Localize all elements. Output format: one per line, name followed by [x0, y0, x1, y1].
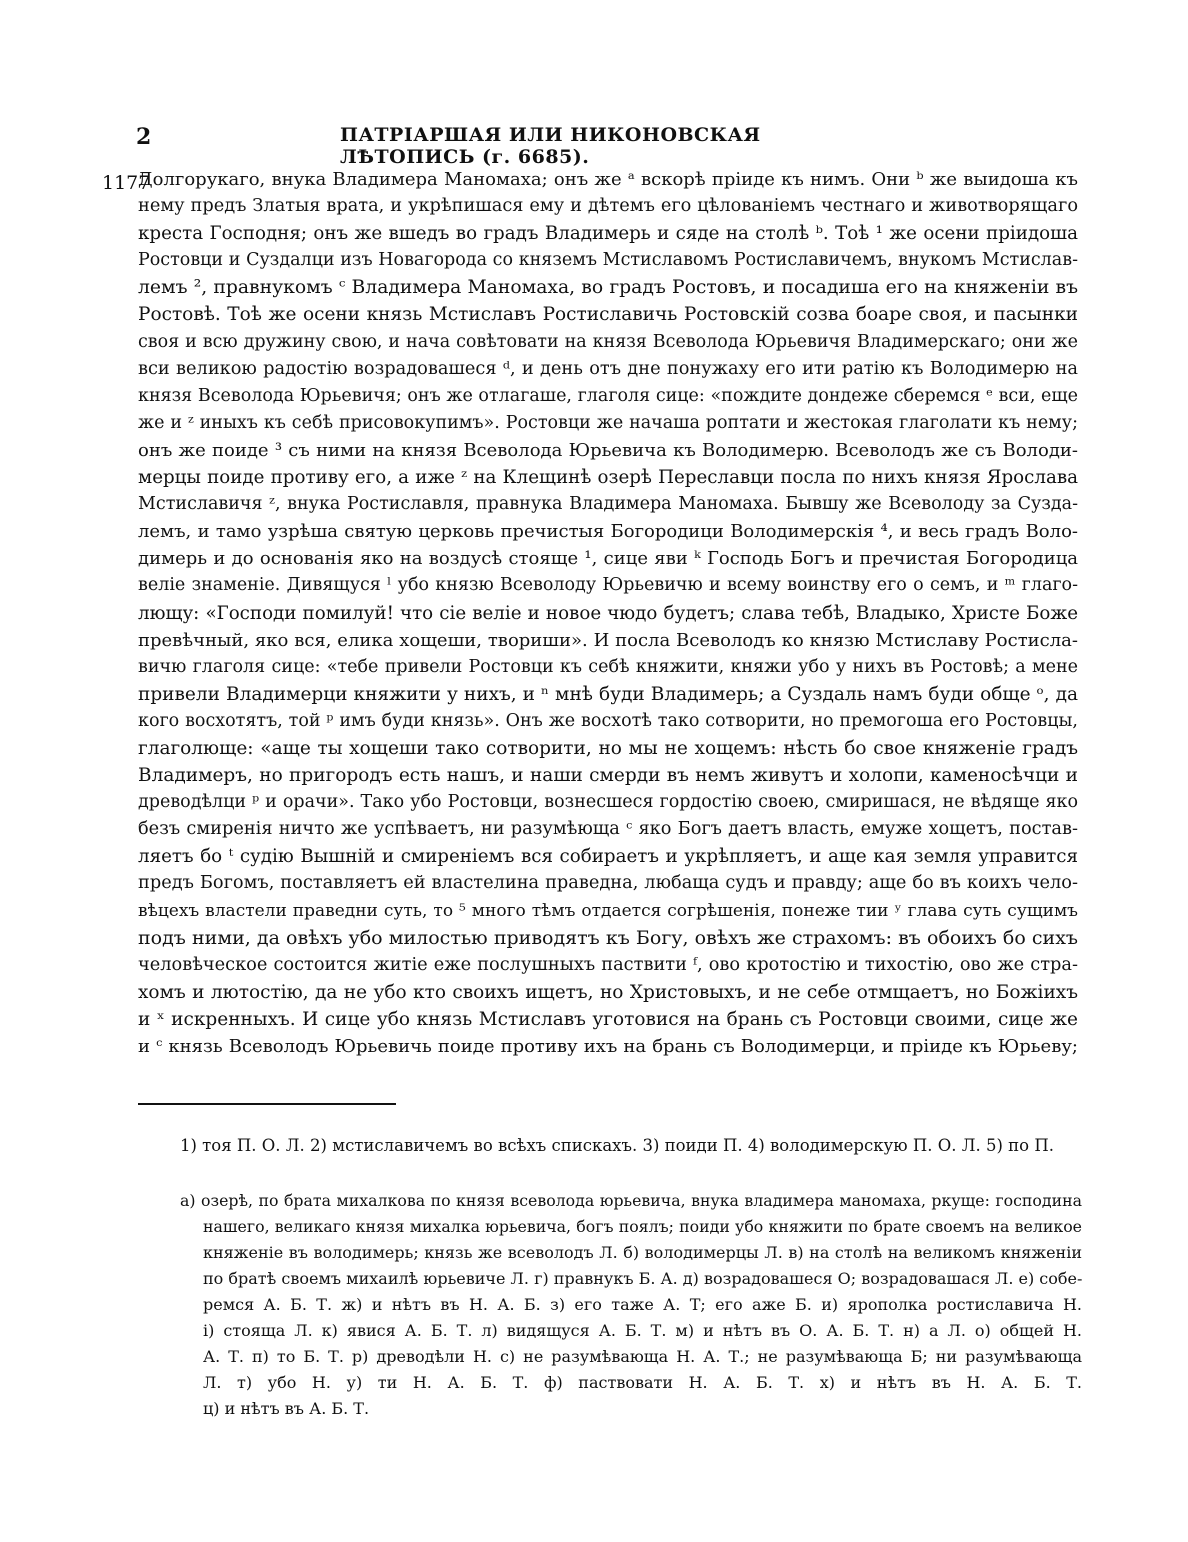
text-line: веліе знаменіе. Дивящуся ˡ убо князю Всеволоду Юрьевичю и всему воинству его о семъ, и ᵐ глаго- [138, 575, 1078, 596]
text-line: креста Господня; онъ же вшедъ во градъ Владимерь и сяде на столѣ ᵇ. Тоѣ ¹ же осени пріидоша [138, 223, 1078, 245]
text-line: безъ смиренія ничто же успѣваетъ, ни разумѣюща ᶜ яко Богъ даетъ власть, емуже хощетъ, постав- [138, 819, 1078, 840]
chronicle-text [138, 166, 1078, 1060]
text-line: Ростовѣ. Тоѣ же осени князь Мстиславъ Ростиславичь Ростовскій созва боаре своя, и пасынки [138, 304, 1078, 326]
text-line: и ᶜ князь Всеволодъ Юрьевичь поиде противу ихъ на брань съ Володимерци, и пріиде къ Юрьеву; [138, 1036, 1078, 1057]
text-line: и ˣ искренныхъ. И сице убо князь Мстиславъ уготовися на брань съ Ростовци своими, сице же [138, 1008, 1078, 1030]
footnote-line: по братѣ своемъ михаилѣ юрьевиче Л. г) правнукъ Б. А. д) возрадовашеся О; возрадовашася Л. е) собе- [203, 1269, 1083, 1288]
text-line: вичю глаголя сице: «тебе привели Ростовци къ себѣ княжити, княжи убо у нихъ въ Ростовѣ; а мене [138, 656, 1078, 677]
footnote-line: нашего, великаго князя михалка юрьевича, богъ поялъ; поиди убо княжити по брате своемъ на великое [203, 1217, 1082, 1236]
text-line: онъ же поиде ³ съ ними на князя Всеволода Юрьевича къ Володимерю. Всеволодъ же съ Володи- [138, 439, 1078, 461]
footnote-line: ц) и нѣтъ въ А. Б. Т. [203, 1399, 370, 1418]
running-title: ПАТРІАРШАЯ ИЛИ НИКОНОВСКАЯ ЛѢТОПИСЬ (г. 6685). [340, 124, 761, 168]
text-line: Долгорукаго, внука Владимера Маномаха; онъ же ᵃ вскорѣ пріиде къ нимъ. Они ᵇ же выидоша къ [138, 169, 1078, 190]
page-number: 2 [136, 124, 152, 150]
text-line: лющу: «Господи помилуй! что сіе веліе и новое чюдо будетъ; слава тебѣ, Владыко, Христе Боже [138, 602, 1078, 624]
text-line: человѣческое состоится житіе еже послушныхъ паствити ᶠ, ово кротостію и тихостію, ово же стра- [138, 954, 1078, 975]
text-line: Ростовци и Суздалци изъ Новагорода со княземъ Мстиславомъ Ростиславичемъ, внукомъ Мстислав- [138, 250, 1078, 271]
text-line: ляетъ бо ᵗ судію Вышній и смиреніемъ вся собираетъ и укрѣпляетъ, и аще кая земля управится [138, 846, 1078, 868]
text-line: привели Владимерци княжити у нихъ, и ⁿ мнѣ буди Владимерь; а Суздаль намъ буди обще ᵒ, да [138, 683, 1078, 705]
footnote-line: ремся А. Б. Т. ж) и нѣтъ въ Н. А. Б. з) его таже А. Т; его аже Б. и) ярополка ростиславича Н. [203, 1295, 1082, 1314]
footnote-line: Л. т) убо Н. у) ти Н. А. Б. Т. ф) паствовати Н. А. Б. Т. х) и нѣтъ въ Н. А. Б. Т. [203, 1373, 1082, 1392]
footnote-line: А. Т. п) то Б. Т. р) древодѣли Н. с) не разумѣвающа Н. А. Т.; не разумѣвающа Б; ни разумѣвающа [203, 1347, 1082, 1366]
text-line: Владимеръ, но пригородъ есть нашъ, и наши смерди въ немъ живутъ и холопи, каменосѣчци и [138, 765, 1078, 787]
text-line: лемъ, и тамо узрѣша святую церковь пречистыя Богородици Володимерскія ⁴, и весь градъ Воло- [138, 521, 1078, 543]
text-line: хомъ и лютостію, да не убо кто своихъ ищетъ, но Христовыхъ, и не себе отмщаетъ, но Божіихъ [138, 981, 1078, 1003]
text-line: предъ Богомъ, поставляетъ ей властелина праведна, любаща судъ и правду; аще бо въ коихъ чело- [138, 873, 1078, 894]
text-line: вѣцехъ властели праведни суть, то ⁵ много тѣмъ отдается согрѣшенія, понеже тии ʸ глава суть сущимъ [138, 900, 1078, 921]
footnote-divider [138, 1103, 396, 1105]
footnote-line: і) стояща Л. к) явися А. Б. Т. л) видящуся А. Б. Т. м) и нѣтъ въ О. А. Б. Т. н) а Л. о) общей Н. [203, 1321, 1082, 1340]
text-line: же и ᶻ иныхъ къ себѣ присовокупимъ». Ростовци же начаша роптати и жестокая глаголати къ нему; [138, 412, 1078, 433]
text-line: превѣчный, яко вся, елика хощеши, твориши». И посла Всеволодъ ко князю Мстиславу Ростисла- [138, 629, 1078, 651]
text-line: лемъ ², правнукомъ ᶜ Владимера Маномаха, во градъ Ростовъ, и посадиша его на княженіи въ [138, 277, 1078, 299]
lettered-footnotes [180, 1188, 1082, 1422]
text-line: князя Всеволода Юрьевичя; онъ же отлагаше, глаголя сице: «пождите дондеже сберемся ᵉ вси, еще [138, 385, 1078, 406]
text-line: нему предъ Златыя врата, и укрѣпишася ему и дѣтемъ его цѣлованіемъ честнаго и животворящаго [138, 196, 1078, 217]
text-line: Мстиславичя ᶻ, внука Ростиславля, правнука Владимера Маномаха. Бывшу же Всеволоду за Суздa- [138, 494, 1078, 515]
text-line: древодѣлци ᵖ и орачи». Тако убо Ростовци, вознесшеся гордостію своею, смиришася, не вѣдяще яко [138, 792, 1078, 813]
text-line: мерцы поиде противу его, а иже ᶻ на Клещинѣ озерѣ Переславци посла по нихъ князя Ярослава [138, 467, 1078, 489]
text-line: димерь и до основанія яко на воздусѣ стояще ¹, сице яви ᵏ Господь Богъ и пречистая Богородица [138, 548, 1078, 570]
footnote-line: а) озерѣ, по брата михалкова по князя всеволода юрьевича, внука владимера маномаха, ркуще: господина [180, 1191, 1082, 1210]
text-line: вси великою радостію возрадовашеся ᵈ, и день отъ дне понужаху его ити ратію къ Володимерю на [138, 358, 1078, 379]
margin-year: 1177 [102, 172, 151, 194]
text-line: подъ ними, да овѣхъ убо милостью приводятъ къ Богу, овѣхъ же страхомъ: въ обоихъ бо сихъ [138, 926, 1078, 949]
text-line: глаголюще: «аще ты хощеши тако сотворити, но мы не хощемъ: нѣсть бо свое княженіе градъ [138, 737, 1078, 759]
numbered-footnotes: 1) тоя П. О. Л. 2) мстиславичемъ во всѣхъ спискахъ. 3) поиди П. 4) володимерскую П. О. Л. 5) по П. [180, 1136, 1054, 1155]
text-line: кого восхотятъ, той ᵖ имъ буди князь». Онъ же восхотѣ тако сотворити, но премогоша его Ростовцы, [138, 710, 1078, 731]
footnote-line: княженіе въ володимерь; князь же всеволодъ Л. б) володимерцы Л. в) на столѣ на великомъ княженіи [203, 1243, 1082, 1262]
text-line: своя и всю дружину свою, и нача совѣтовати на князя Всеволода Юрьевичя Владимерскаго; они же [138, 331, 1078, 352]
